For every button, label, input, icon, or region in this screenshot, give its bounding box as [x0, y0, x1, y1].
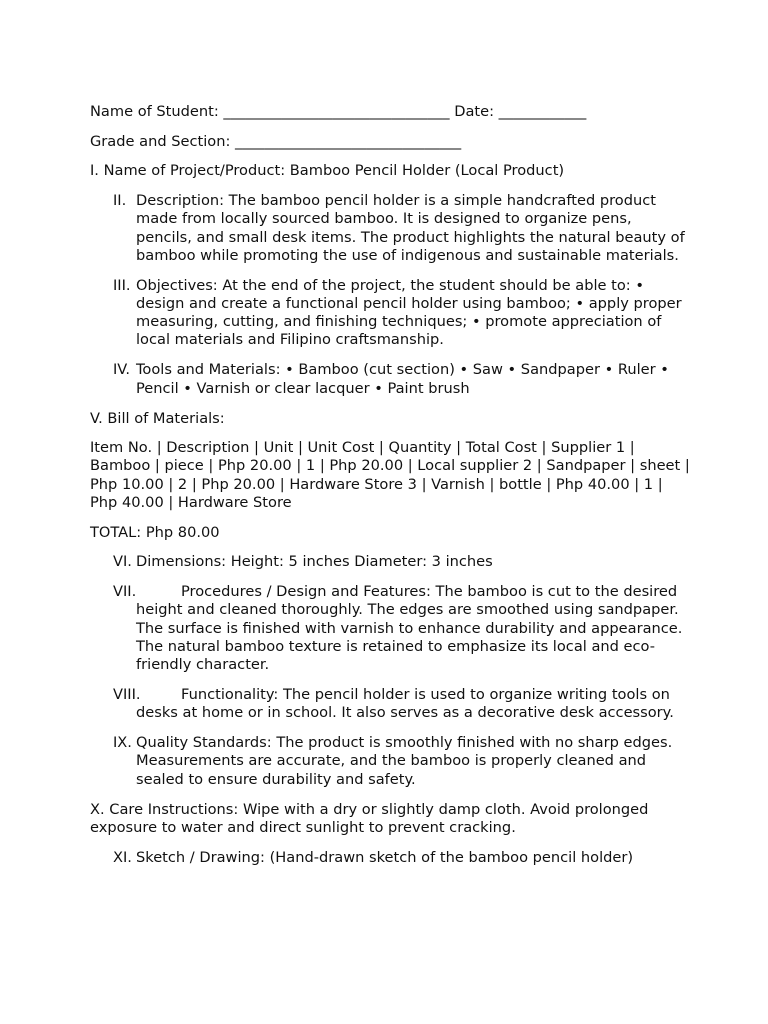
section-project-name: I. Name of Project/Product: Bamboo Pencil Holder (Local Product) — [90, 162, 565, 180]
section-text: Procedures / Design and Features: The bamboo is cut to the desired height and cleaned thoroughly. The edges are smoothed using sandpaper. The surface is finished with varnish to enhance durability and appearance. The natural bamboo texture is retained to emphasize its local and eco-friendly character. — [136, 583, 683, 674]
section-number: XI. — [113, 848, 132, 866]
section-sketch — [90, 849, 690, 867]
document-page — [90, 103, 690, 879]
bill-total: TOTAL: Php 80.00 — [90, 523, 220, 541]
student-name-date-line: Name of Student: _______________________________ Date: ____________ — [90, 103, 587, 120]
section-procedures — [90, 583, 690, 674]
bill-of-materials-text: Item No. | Description | Unit | Unit Cost | Quantity | Total Cost | Supplier 1 | Bamboo | piece | Php 20.00 | 1 | Php 20.00 | Local supplier 2 | Sandpaper | sheet | Php 10.00 | 2 | Php 20.00 | Hardware Store 3 | Varnish | bottle | Php 40.00 | 1 | Php 40.00 | Hardware Store — [90, 439, 690, 511]
section-text: Description: The bamboo pencil holder is a simple handcrafted product made from locally sourced bamboo. It is designed to organize pens, pencils, and small desk items. The product highlights the natural beauty of bamboo while promoting the use of indigenous and sustainable materials. — [136, 192, 685, 264]
section-bill-of-materials: V. Bill of Materials: — [90, 409, 225, 427]
section-number: IX. — [113, 734, 132, 752]
section-text: Dimensions: Height: 5 inches Diameter: 3 inches — [136, 553, 493, 571]
section-text: Functionality: The pencil holder is used to organize writing tools on desks at home or in school. It also serves as a decorative desk accessory. — [136, 686, 674, 722]
section-number: VII. — [113, 583, 137, 601]
section-text: Quality Standards: The product is smoothly finished with no sharp edges. Measurements are accurate, and the bamboo is properly cleaned and sealed to ensure durability and safety. — [136, 734, 673, 788]
section-care-instructions: X. Care Instructions: Wipe with a dry or slightly damp cloth. Avoid prolonged exposure to water and direct sunlight to prevent cracking. — [90, 800, 649, 836]
grade-section-line: Grade and Section: _______________________________ — [90, 132, 462, 150]
section-quality-standards — [90, 734, 690, 789]
section-number: II. — [113, 192, 127, 210]
section-number: VIII. — [113, 686, 141, 704]
section-functionality — [90, 686, 690, 722]
section-description — [90, 192, 690, 265]
section-text: Tools and Materials: • Bamboo (cut section) • Saw • Sandpaper • Ruler • Pencil • Varnish or clear lacquer • Paint brush — [136, 361, 669, 397]
section-number: VI. — [113, 553, 132, 571]
section-text: Sketch / Drawing: (Hand-drawn sketch of the bamboo pencil holder) — [136, 848, 634, 866]
section-objectives — [90, 277, 690, 350]
section-number: III. — [113, 276, 131, 294]
section-dimensions — [90, 553, 690, 571]
section-tools-materials — [90, 361, 690, 397]
section-number: IV. — [113, 361, 131, 379]
section-text: Objectives: At the end of the project, the student should be able to: • design and create a functional pencil holder using bamboo; • apply proper measuring, cutting, and finishing techniques; • promote appreciation of local materials and Filipino craftsmanship. — [136, 276, 682, 349]
